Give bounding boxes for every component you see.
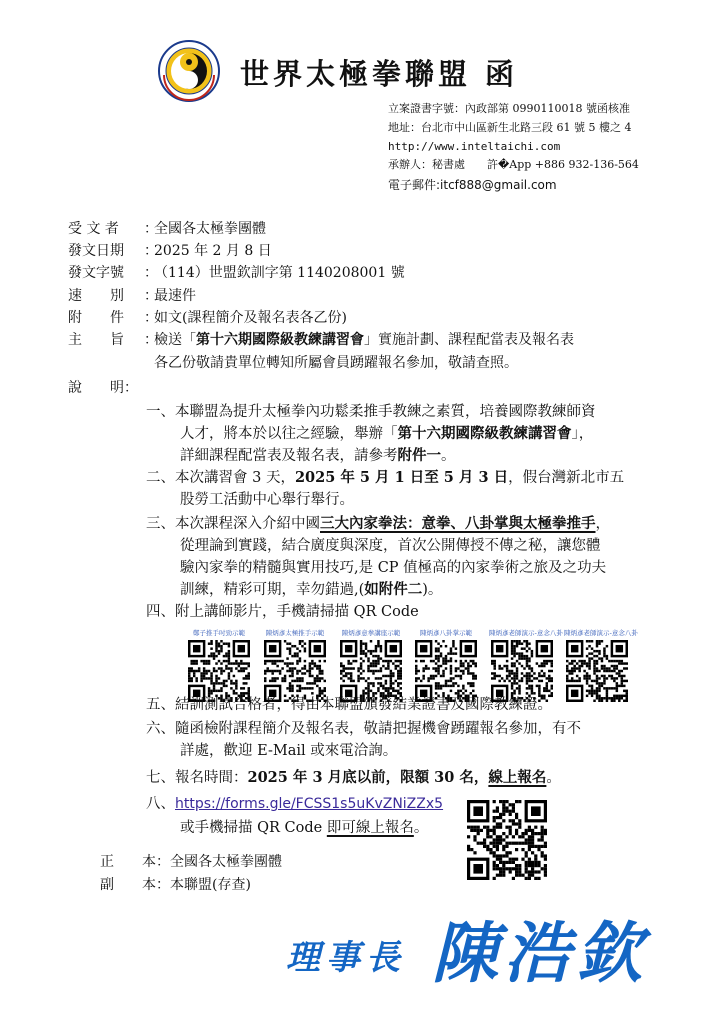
qr-code-icon[interactable] xyxy=(188,640,250,702)
field-doc-number: 發文字號 ：（114）世盟欽訓字第 1140208001 號 xyxy=(68,265,405,281)
qr-caption-1: 鄭子推手吋勁示範 xyxy=(193,629,245,637)
subject-line-2: 各乙份敬請貴單位轉知所屬會員踴躍報名參加，敬請查照。 xyxy=(154,355,518,371)
qr-code-icon[interactable] xyxy=(566,640,628,702)
item-3-line-1: 三、本次課程深入介紹中國三大內家拳法：意拳、八卦掌與太極拳推手， xyxy=(146,515,610,532)
copy-recipient: 副 本：本聯盟(存查) xyxy=(100,877,251,893)
federation-logo xyxy=(158,40,220,102)
item-7-line-1: 七、報名時間：2025 年 3 月底以前，限額 30 名，線上報名。 xyxy=(146,769,561,786)
qr-caption-2: 陳炳彥太極推手示範 xyxy=(265,629,325,637)
qr-code-icon[interactable] xyxy=(415,640,477,702)
item-1-line-2: 人才，將本於以往之經驗，舉辦「第十六期國際級教練講習會」， xyxy=(180,425,594,442)
item-5-line-1: 五、結訓測試合格者，得由本聯盟頒發結業證書及國際教練證。 xyxy=(146,697,552,713)
address: 地址：台北市中山區新生北路三段 61 號 5 樓之 4 xyxy=(388,121,632,134)
field-subject: 主 旨 ：檢送「第十六期國際級教練講習會」實施計劃、課程配當表及報名表 xyxy=(68,332,574,348)
item-4-line-1: 四、附上講師影片，手機請掃描 QR Code xyxy=(146,604,419,620)
qr-caption-4: 陳炳彥八卦掌示範 xyxy=(420,629,472,637)
registration-number: 立案證書字號：內政部第 0990110018 號函核准 xyxy=(388,102,630,115)
video-qr-6[interactable] xyxy=(564,628,638,706)
signature-title: 理事長 xyxy=(286,938,406,978)
qr-caption-5: 陳炳彥老師演示-意念八卦 xyxy=(489,629,563,637)
org-title xyxy=(240,52,518,93)
doc-kind: 函 xyxy=(485,57,519,91)
item-2-line-2: 股勞工活動中心舉行舉行。 xyxy=(180,492,354,508)
contact-person: 承辦人：秘書處 許�App +886 932-136-564 xyxy=(388,158,639,171)
doc-number-value: （114）世盟欽訓字第 1140208001 號 xyxy=(154,265,405,281)
date-value: 2025 年 2 月 8 日 xyxy=(154,243,272,259)
item-3-line-3: 驗內家拳的精髓與實用技巧,是 CP 值極高的內家拳術之旅及之功夫 xyxy=(180,560,607,576)
registration-qr-code-icon[interactable] xyxy=(467,800,547,880)
item-3-line-2: 從理論到實踐，結合廣度與深度，首次公開傳授不傳之秘，讓您體 xyxy=(180,538,601,554)
item-1-line-1: 一、本聯盟為提升太極拳內功鬆柔推手教練之素質，培養國際教練師資 xyxy=(146,404,596,420)
field-recipient: 受 文 者 ：全國各太極拳團體 xyxy=(68,221,266,237)
item-6-line-2: 詳處，歡迎 E-Mail 或來電洽詢。 xyxy=(180,743,398,759)
qr-code-icon[interactable] xyxy=(491,640,553,702)
item-8-line-1: 八、https://forms.gle/FCSS1s5uKvZNiZZx5 xyxy=(146,796,444,812)
urgency-value: 最速件 xyxy=(154,288,196,304)
org-name: 世界太極拳聯盟 xyxy=(240,57,472,91)
item-3-line-4: 訓練，精彩可期，幸勿錯過,(如附件二)。 xyxy=(180,581,443,598)
field-date: 發文日期 ：2025 年 2 月 8 日 xyxy=(68,243,272,259)
item-8-line-2: 或手機掃描 QR Code 即可線上報名。 xyxy=(180,820,429,836)
recipient-value: 全國各太極拳團體 xyxy=(154,221,266,237)
signature-name: 陳浩欽 xyxy=(432,914,648,992)
item-2-line-1: 二、本次講習會 3 天，2025 年 5 月 1 日至 5 月 3 日，假台灣新北市五 xyxy=(146,469,625,486)
attachment-value: 如文(課程簡介及報名表各乙份) xyxy=(154,310,347,326)
item-6-line-1: 六、隨函檢附課程簡介及報名表，敬請把握機會踴躍報名參加，有不 xyxy=(146,721,581,737)
qr-code-icon[interactable] xyxy=(340,640,402,702)
email-link[interactable]: 電子郵件:itcf888@gmail.com xyxy=(388,178,557,192)
explanation-label: 說 明： xyxy=(68,380,138,396)
field-attachment: 附 件 ：如文(課程簡介及報名表各乙份) xyxy=(68,310,347,326)
qr-caption-3: 陳炳彥意拳講座示範 xyxy=(341,629,401,637)
qr-caption-6: 陳炳彥老師演示-意念八卦 xyxy=(564,629,638,637)
original-recipient: 正 本：全國各太極拳團體 xyxy=(100,854,282,870)
qr-code-icon[interactable] xyxy=(264,640,326,702)
item-1-line-3: 詳細課程配當表及報名表，請參考附件一。 xyxy=(180,447,456,464)
field-urgency: 速 別 ：最速件 xyxy=(68,288,196,304)
website-link[interactable]: http://www.inteltaichi.com xyxy=(388,140,561,153)
registration-form-link[interactable]: https://forms.gle/FCSS1s5uKvZNiZZx5 xyxy=(175,796,444,812)
